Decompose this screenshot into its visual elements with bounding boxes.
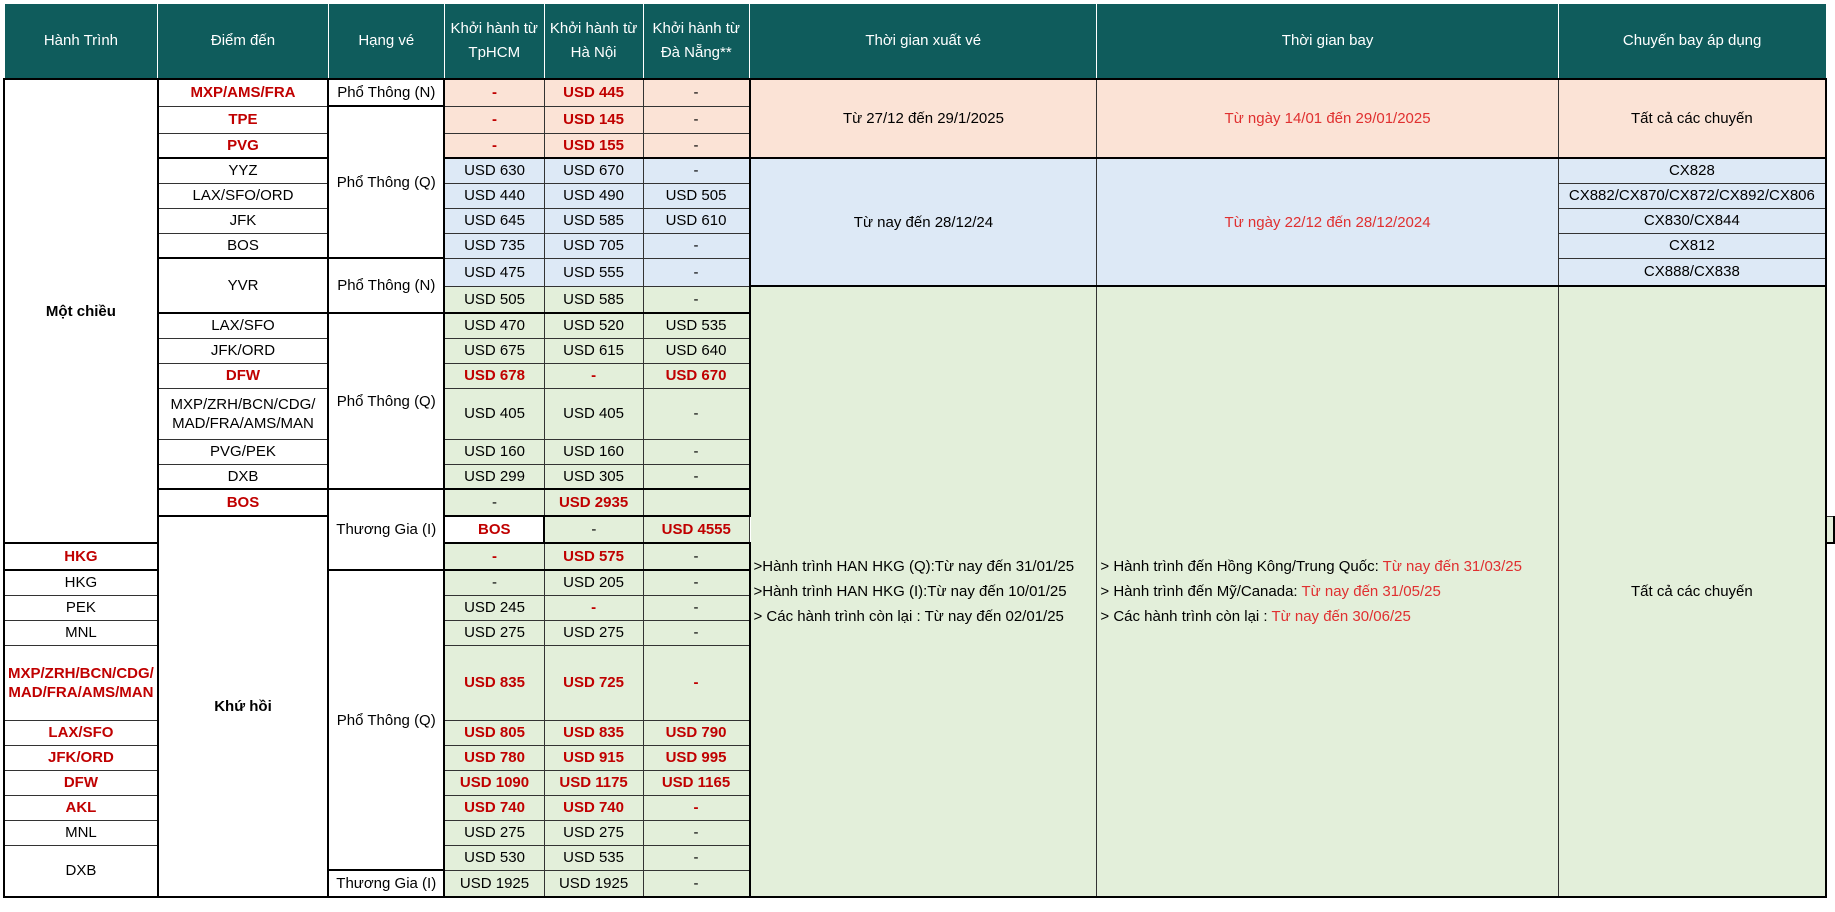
price-dad: USD 640 — [643, 338, 749, 363]
price-han: USD 740 — [544, 795, 643, 820]
price-dad: - — [643, 464, 749, 489]
price-sgn: USD 275 — [444, 820, 544, 845]
price-sgn: USD 630 — [444, 158, 544, 183]
header-row — [4, 4, 1834, 80]
price-dad: - — [643, 543, 749, 570]
price-dad: USD 790 — [643, 720, 749, 745]
header-from-dad: Khởi hành từ Đà Nẵng** — [643, 4, 749, 80]
price-sgn: USD 530 — [444, 845, 544, 870]
travel-note-date: Từ nay đến 31/03/25 — [1382, 558, 1522, 575]
price-dad: - — [643, 870, 749, 897]
price-sgn: - — [544, 516, 643, 543]
price-sgn: USD 440 — [444, 183, 544, 208]
header-flights: Chuyến bay áp dụng — [1558, 4, 1826, 80]
destination-cell: HKG — [4, 543, 158, 570]
header-from-sgn: Khởi hành từ TpHCM — [444, 4, 544, 80]
travel-note-label: > Hành trình đến Hồng Kông/Trung Quốc: — [1100, 558, 1383, 575]
price-han: USD 670 — [544, 158, 643, 183]
price-sgn: USD 780 — [444, 745, 544, 770]
destination-cell: DXB — [4, 845, 158, 897]
price-han: USD 275 — [544, 820, 643, 845]
journey-round-trip: Khứ hồi — [158, 516, 328, 897]
fare-class-cell: Phổ Thông (N) — [328, 258, 444, 313]
destination-cell: JFK/ORD — [4, 745, 158, 770]
destination-cell: BOS — [158, 489, 328, 516]
header-from-han: Khởi hành từ Hà Nội — [544, 4, 643, 80]
header-journey: Hành Trình — [4, 4, 158, 80]
price-sgn: USD 735 — [444, 233, 544, 258]
destination-cell: LAX/SFO/ORD — [158, 183, 328, 208]
destination-cell: YVR — [158, 258, 328, 313]
price-sgn: - — [444, 543, 544, 570]
flight-code: CX812 — [1558, 233, 1826, 258]
price-dad: - — [643, 258, 749, 286]
destination-cell: AKL — [4, 795, 158, 820]
price-dad: USD 670 — [643, 363, 749, 388]
travel-promo2: Từ ngày 22/12 đến 28/12/2024 — [1097, 158, 1558, 286]
destination-cell: LAX/SFO — [158, 313, 328, 338]
price-han: USD 520 — [544, 313, 643, 338]
price-sgn: USD 275 — [444, 620, 544, 645]
price-han: USD 160 — [544, 439, 643, 464]
price-han: USD 205 — [544, 570, 643, 595]
price-han: USD 585 — [544, 208, 643, 233]
travel-promo3 — [1097, 286, 1558, 897]
price-sgn: - — [444, 570, 544, 595]
price-dad: USD 535 — [643, 313, 749, 338]
price-han: USD 1175 — [544, 770, 643, 795]
travel-note — [1100, 554, 1554, 579]
price-dad: - — [643, 233, 749, 258]
price-dad: - — [643, 286, 749, 313]
destination-cell: PVG — [158, 133, 328, 158]
destination-cell: DFW — [4, 770, 158, 795]
destination-cell: TPE — [158, 106, 328, 133]
header-destination: Điểm đến — [158, 4, 328, 80]
price-han: USD 155 — [544, 133, 643, 158]
price-dad: USD 610 — [643, 208, 749, 233]
ticketing-note: > Các hành trình còn lại : Từ nay đến 02/01/25 — [753, 608, 1064, 625]
table-row — [4, 79, 1834, 106]
travel-note — [1100, 579, 1554, 604]
flight-code: CX882/CX870/CX872/CX892/CX806 — [1558, 183, 1826, 208]
price-sgn: - — [444, 133, 544, 158]
price-sgn: USD 645 — [444, 208, 544, 233]
fare-class-cell: Thương Gia (I) — [328, 489, 444, 570]
flight-code: CX828 — [1558, 158, 1826, 183]
price-dad: USD 995 — [643, 745, 749, 770]
destination-cell: DFW — [158, 363, 328, 388]
travel-note-label: > Các hành trình còn lại : — [1100, 608, 1272, 625]
ticketing-promo2: Từ nay đến 28/12/24 — [750, 158, 1097, 286]
price-han: USD 705 — [544, 233, 643, 258]
ticketing-promo1: Từ 27/12 đến 29/1/2025 — [750, 79, 1097, 158]
table-row — [4, 158, 1834, 183]
destination-cell: BOS — [158, 233, 328, 258]
travel-note-label: > Hành trình đến Mỹ/Canada: — [1100, 583, 1302, 600]
fare-class-cell: Thương Gia (I) — [328, 870, 444, 897]
ticketing-note: >Hành trình HAN HKG (Q):Từ nay đến 31/01/25 — [753, 558, 1075, 575]
destination-cell: PVG/PEK — [158, 439, 328, 464]
price-han: USD 1925 — [544, 870, 643, 897]
price-han: USD 725 — [544, 645, 643, 720]
flight-code: CX888/CX838 — [1558, 258, 1826, 286]
flights-promo3: Tất cả các chuyến — [1558, 286, 1826, 897]
travel-promo1: Từ ngày 14/01 đến 29/01/2025 — [1097, 79, 1558, 158]
price-han: USD 835 — [544, 720, 643, 745]
price-han: USD 575 — [544, 543, 643, 570]
price-han: USD 2935 — [544, 489, 643, 516]
price-dad — [1826, 516, 1834, 543]
price-sgn: USD 1925 — [444, 870, 544, 897]
destination-cell: HKG — [4, 570, 158, 595]
price-sgn: USD 299 — [444, 464, 544, 489]
journey-one-way: Một chiều — [4, 79, 158, 543]
price-dad: - — [643, 645, 749, 720]
price-dad: - — [643, 133, 749, 158]
price-dad: - — [643, 158, 749, 183]
header-fare-class: Hạng vé — [328, 4, 444, 80]
flights-promo1: Tất cả các chuyến — [1558, 79, 1826, 158]
travel-note-date: Từ nay đến 31/05/25 — [1301, 583, 1441, 600]
destination-cell: YYZ — [158, 158, 328, 183]
fare-class-cell: Phổ Thông (Q) — [328, 570, 444, 870]
destination-cell: MNL — [4, 620, 158, 645]
price-dad: - — [643, 620, 749, 645]
price-han: USD 305 — [544, 464, 643, 489]
price-sgn: - — [444, 489, 544, 516]
travel-note — [1100, 604, 1554, 629]
destination-cell: MXP/ZRH/BCN/CDG/ MAD/FRA/AMS/MAN — [158, 388, 328, 439]
price-han: USD 4555 — [643, 516, 749, 543]
price-han: USD 915 — [544, 745, 643, 770]
fare-table — [3, 3, 1835, 898]
price-han: - — [544, 595, 643, 620]
fare-class-cell: Phổ Thông (Q) — [328, 106, 444, 258]
destination-cell: BOS — [444, 516, 544, 543]
price-sgn: USD 1090 — [444, 770, 544, 795]
price-han: USD 585 — [544, 286, 643, 313]
fare-class-cell: Phổ Thông (N) — [328, 79, 444, 106]
destination-cell: LAX/SFO — [4, 720, 158, 745]
destination-cell: JFK — [158, 208, 328, 233]
price-dad: USD 1165 — [643, 770, 749, 795]
price-sgn: USD 740 — [444, 795, 544, 820]
price-dad: - — [643, 845, 749, 870]
price-sgn: USD 475 — [444, 258, 544, 286]
price-sgn: - — [444, 79, 544, 106]
ticketing-promo3 — [750, 286, 1097, 897]
price-dad: - — [643, 595, 749, 620]
price-dad: - — [643, 439, 749, 464]
price-han: USD 615 — [544, 338, 643, 363]
price-dad: USD 505 — [643, 183, 749, 208]
price-sgn: USD 405 — [444, 388, 544, 439]
destination-cell: MXP/AMS/FRA — [158, 79, 328, 106]
destination-cell: MNL — [4, 820, 158, 845]
price-han: - — [544, 363, 643, 388]
price-sgn: USD 160 — [444, 439, 544, 464]
price-dad: - — [643, 388, 749, 439]
travel-note-date: Từ nay đến 30/06/25 — [1271, 608, 1411, 625]
price-han: USD 535 — [544, 845, 643, 870]
header-ticketing-time: Thời gian xuất vé — [750, 4, 1097, 80]
price-dad: - — [643, 795, 749, 820]
price-han: USD 445 — [544, 79, 643, 106]
destination-cell: DXB — [158, 464, 328, 489]
destination-cell: JFK/ORD — [158, 338, 328, 363]
price-sgn: USD 678 — [444, 363, 544, 388]
price-sgn: USD 505 — [444, 286, 544, 313]
price-sgn: - — [444, 106, 544, 133]
destination-cell: PEK — [4, 595, 158, 620]
ticketing-note: >Hành trình HAN HKG (I):Từ nay đến 10/01/25 — [753, 583, 1067, 600]
destination-cell: MXP/ZRH/BCN/CDG/ MAD/FRA/AMS/MAN — [4, 645, 158, 720]
price-sgn: USD 835 — [444, 645, 544, 720]
price-han: USD 275 — [544, 620, 643, 645]
price-dad: - — [643, 570, 749, 595]
flight-code: CX830/CX844 — [1558, 208, 1826, 233]
price-sgn: USD 470 — [444, 313, 544, 338]
fare-class-cell: Phổ Thông (Q) — [328, 313, 444, 489]
price-sgn: USD 805 — [444, 720, 544, 745]
price-dad: - — [643, 106, 749, 133]
price-dad: - — [643, 79, 749, 106]
price-dad — [643, 489, 749, 516]
price-han: USD 555 — [544, 258, 643, 286]
price-sgn: USD 675 — [444, 338, 544, 363]
price-dad: - — [643, 820, 749, 845]
price-han: USD 145 — [544, 106, 643, 133]
price-han: USD 405 — [544, 388, 643, 439]
header-travel-time: Thời gian bay — [1097, 4, 1558, 80]
price-sgn: USD 245 — [444, 595, 544, 620]
price-han: USD 490 — [544, 183, 643, 208]
